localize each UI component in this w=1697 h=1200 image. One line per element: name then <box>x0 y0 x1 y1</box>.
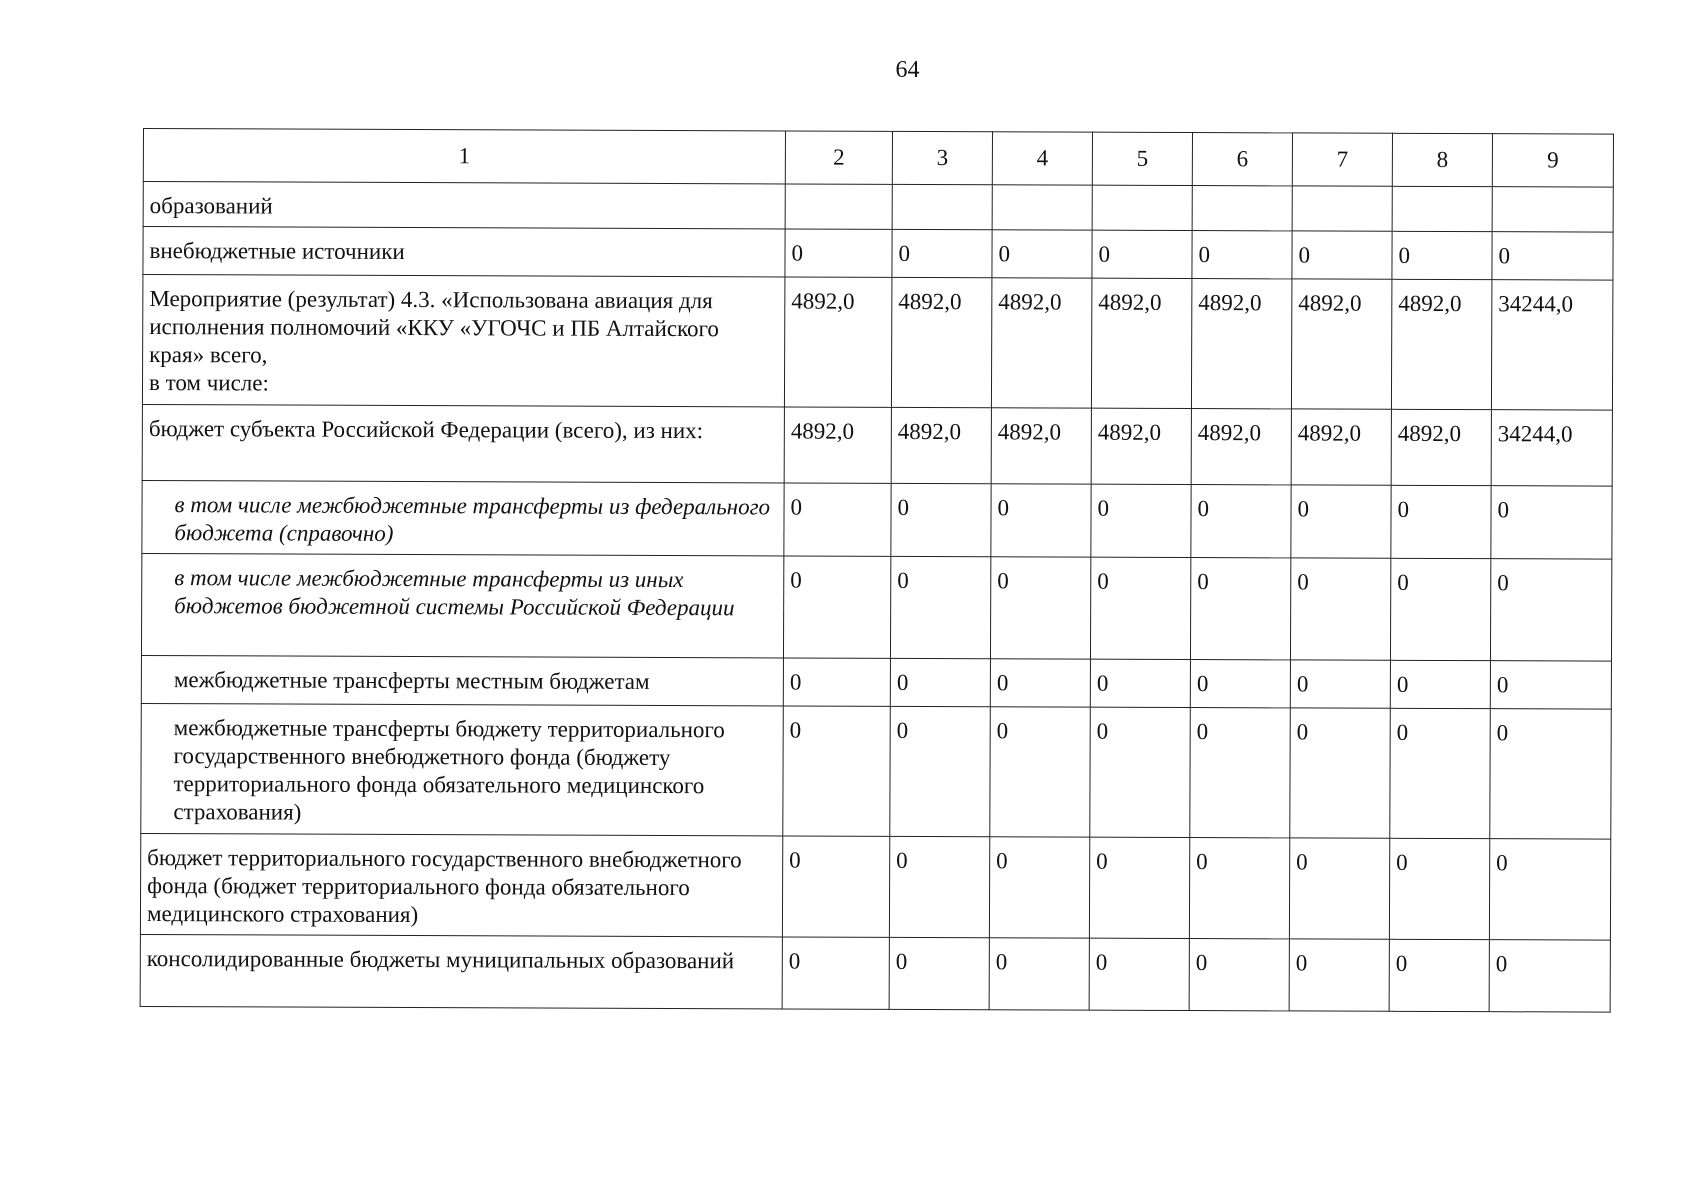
value-cell: 0 <box>1391 485 1491 558</box>
table-header-row <box>143 129 1613 188</box>
value-cell: 4892,0 <box>1191 279 1291 409</box>
value-cell: 0 <box>992 230 1092 278</box>
value-cell: 0 <box>1191 485 1291 558</box>
value-cell: 0 <box>1290 708 1390 838</box>
value-cell: 0 <box>1389 939 1489 1011</box>
value-cell: 0 <box>1089 837 1189 938</box>
value-cell: 0 <box>783 658 890 706</box>
table-row <box>142 275 1612 411</box>
value-cell: 0 <box>1190 708 1290 838</box>
column-header: 4 <box>992 132 1092 185</box>
value-cell: 0 <box>1492 232 1613 280</box>
value-cell: 0 <box>989 837 1089 938</box>
value-cell: 4892,0 <box>784 277 891 407</box>
value-cell: 4892,0 <box>991 278 1091 408</box>
value-cell: 0 <box>1489 940 1610 1012</box>
table-row <box>141 703 1611 839</box>
value-cell <box>892 184 992 229</box>
value-cell: 0 <box>890 706 990 836</box>
column-header: 9 <box>1492 134 1613 187</box>
value-cell: 0 <box>782 937 889 1009</box>
value-cell <box>1292 186 1392 231</box>
value-cell: 0 <box>1489 839 1610 940</box>
table-row <box>142 480 1612 559</box>
table-row <box>141 655 1611 709</box>
value-cell: 0 <box>783 706 890 836</box>
value-cell: 0 <box>1091 484 1191 557</box>
value-cell: 0 <box>889 836 989 937</box>
value-cell: 0 <box>1190 660 1290 708</box>
value-cell: 0 <box>785 229 892 277</box>
row-label: в том числе межбюджетные трансферты из иных бюджетов бюджетной системы Российской Федерации <box>141 553 783 657</box>
value-cell: 0 <box>990 707 1090 837</box>
row-label: бюджет субъекта Российской Федерации (всего), из них: <box>142 404 784 482</box>
table-row <box>140 934 1610 1012</box>
value-cell: 34244,0 <box>1491 280 1612 410</box>
column-header: 3 <box>892 131 992 184</box>
row-label: Мероприятие (результат) 4.3. «Использована авиация для исполнения полномочий «ККУ «УГОЧС и ПБ Алтайского края» всего, в том числе: <box>142 275 784 407</box>
value-cell: 0 <box>1392 231 1492 279</box>
column-header: 6 <box>1192 133 1292 186</box>
value-cell: 4892,0 <box>891 407 991 483</box>
value-cell: 4892,0 <box>991 408 1091 484</box>
column-header: 2 <box>785 131 892 184</box>
value-cell: 0 <box>1290 558 1390 660</box>
value-cell: 0 <box>782 836 889 937</box>
value-cell: 0 <box>1190 558 1290 660</box>
value-cell: 0 <box>892 229 992 277</box>
value-cell: 0 <box>890 658 990 706</box>
value-cell: 34244,0 <box>1491 410 1612 486</box>
value-cell: 0 <box>1390 660 1490 708</box>
row-label: консолидированные бюджеты муниципальных образований <box>140 934 782 1008</box>
value-cell: 0 <box>783 556 890 658</box>
value-cell: 0 <box>889 937 989 1009</box>
value-cell <box>1492 187 1613 232</box>
table-row <box>142 404 1612 486</box>
value-cell: 0 <box>1390 708 1490 838</box>
value-cell: 0 <box>1090 659 1190 707</box>
value-cell: 4892,0 <box>1091 278 1191 408</box>
row-label: образований <box>143 182 785 229</box>
value-cell: 4892,0 <box>1291 279 1391 409</box>
value-cell: 0 <box>1292 231 1392 279</box>
table-body <box>140 129 1613 1013</box>
value-cell <box>1192 186 1292 231</box>
value-cell: 0 <box>891 483 991 556</box>
value-cell: 0 <box>989 938 1089 1010</box>
value-cell: 0 <box>1090 557 1190 659</box>
value-cell: 4892,0 <box>784 407 891 483</box>
value-cell: 0 <box>1192 231 1292 279</box>
value-cell: 4892,0 <box>1191 409 1291 485</box>
budget-table <box>140 128 1614 1013</box>
row-label: бюджет территориального государственного внебюджетного фонда (бюджет территориального фонда обязательного медицинского страхования) <box>140 833 782 936</box>
value-cell: 4892,0 <box>891 277 991 407</box>
value-cell <box>1092 185 1192 230</box>
value-cell: 0 <box>1490 661 1611 709</box>
value-cell: 4892,0 <box>1091 408 1191 484</box>
row-label: в том числе межбюджетные трансферты из федерального бюджета (справочно) <box>142 480 784 555</box>
value-cell: 0 <box>1189 939 1289 1011</box>
value-cell: 4892,0 <box>1291 409 1391 485</box>
value-cell <box>1392 186 1492 231</box>
value-cell: 0 <box>1189 838 1289 939</box>
table-row <box>143 227 1613 281</box>
value-cell: 4892,0 <box>1391 409 1491 485</box>
value-cell: 0 <box>1291 485 1391 558</box>
column-header: 7 <box>1292 133 1392 186</box>
value-cell <box>785 184 892 229</box>
value-cell: 4892,0 <box>1391 279 1491 409</box>
value-cell: 0 <box>784 483 891 556</box>
column-header: 1 <box>143 129 785 184</box>
value-cell: 0 <box>1092 230 1192 278</box>
value-cell: 0 <box>1389 838 1489 939</box>
value-cell: 0 <box>1289 838 1389 939</box>
value-cell: 0 <box>1491 486 1612 559</box>
value-cell: 0 <box>1490 709 1611 839</box>
table-row <box>141 553 1611 661</box>
value-cell: 0 <box>1289 939 1389 1011</box>
value-cell <box>992 185 1092 230</box>
column-header: 5 <box>1092 132 1192 185</box>
value-cell: 0 <box>1089 938 1189 1010</box>
row-label: внебюджетные источники <box>143 227 785 277</box>
value-cell: 0 <box>990 557 1090 659</box>
page-number: 64 <box>895 57 920 83</box>
value-cell: 0 <box>990 659 1090 707</box>
value-cell: 0 <box>1290 660 1390 708</box>
value-cell: 0 <box>1490 559 1611 661</box>
value-cell: 0 <box>991 484 1091 557</box>
column-header: 8 <box>1392 133 1492 186</box>
value-cell: 0 <box>1390 558 1490 660</box>
row-label: межбюджетные трансферты бюджету территориального государственного внебюджетного фонда (бюджету территориального фонда обязательного медицинского страхования) <box>141 703 783 835</box>
value-cell: 0 <box>890 556 990 658</box>
value-cell: 0 <box>1090 707 1190 837</box>
table-row <box>140 833 1610 940</box>
row-label: межбюджетные трансферты местным бюджетам <box>141 655 783 705</box>
table-row <box>143 182 1613 233</box>
